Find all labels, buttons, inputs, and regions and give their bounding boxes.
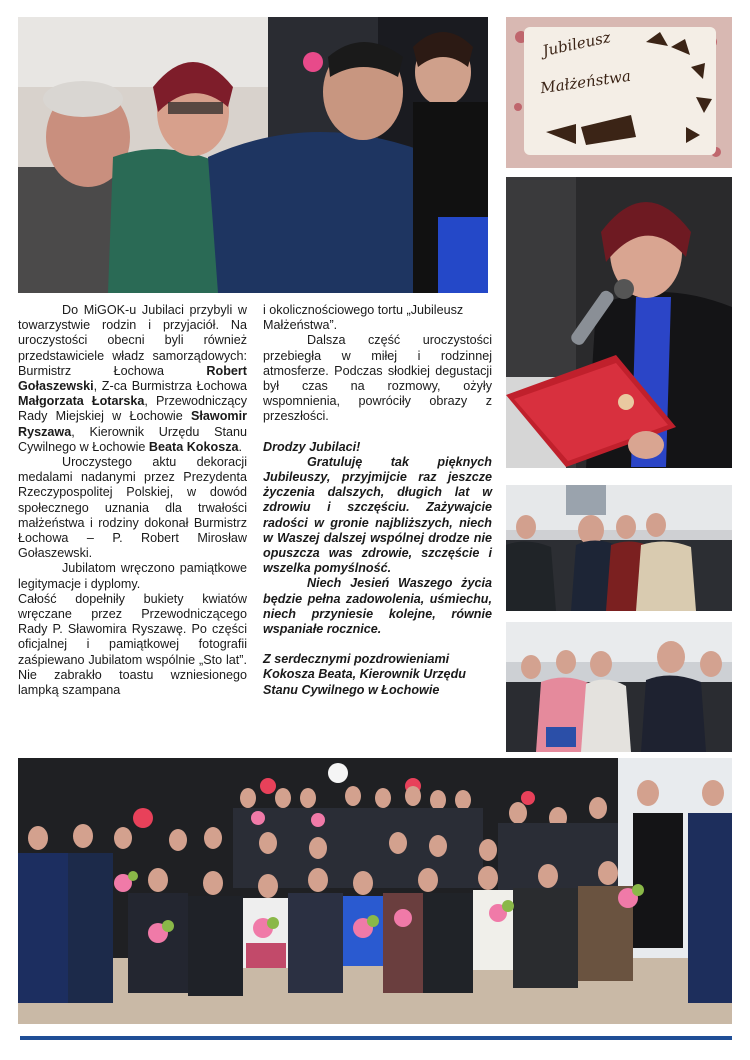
paragraph-guests-text: Do MiGOK-u Jubilaci przybyli w towarzystwie rodzin i przyjaciół. Na uroczystości obecni byli również przedstawiciele władz samorządowych: Burmistrz Łochowa bbox=[18, 303, 247, 378]
name-burmistrz: Robert Gołaszewski bbox=[18, 363, 247, 394]
photo-anniversary-cake bbox=[506, 17, 732, 168]
photo-seated-audience-2 bbox=[506, 622, 732, 752]
photo-seated-audience-1 bbox=[506, 485, 732, 611]
footer-accent-bar bbox=[20, 1036, 732, 1040]
paragraph-guests-end: . bbox=[238, 439, 242, 454]
paragraph-atmosphere: Dalsza część uroczystości przebiegła w miłej i rodzinnej atmosferze. Podczas słodkiej degustacji był czas na rozmowy, ożyły wspomnienia, powróciły obrazy z przeszłości. bbox=[263, 333, 492, 424]
cake-inscription-line1: Jubileusz bbox=[540, 28, 613, 60]
cake-inscription-line2: Małżeństwa bbox=[539, 66, 632, 98]
signature: Z serdecznymi pozdrowieniami Kokosza Beata, Kierownik Urzędu Stanu Cywilnego w Łochowie bbox=[263, 652, 466, 697]
paragraph-flowers: Całość dopełniły bukiety kwiatów wręczane przez Przewodniczącego Rady P. Sławomira Ryszawę. Po części oficjalnej i pamiątkowej fotografii zaśpiewano Jubilatom wspólnie „Sto lat”. Nie zabrakło toastu wzniesionego lampką szampana bbox=[18, 591, 247, 698]
paragraph-guests-text-2: , Z-ca Burmistrza Łochowa bbox=[93, 379, 247, 394]
article-left-column bbox=[18, 303, 247, 698]
name-kierownik-usc: Beata Kokosza bbox=[148, 439, 239, 454]
paragraph-guests bbox=[18, 303, 247, 455]
photo-group-jubilarians bbox=[18, 758, 732, 1024]
photo-speaker-with-microphone bbox=[506, 177, 732, 468]
name-zastepca: Małgorzata Łotarska bbox=[18, 394, 145, 409]
paragraph-diplomas: Jubilatom wręczono pamiątkowe legitymacje i dyplomy. bbox=[18, 561, 247, 591]
paragraph-cake: i okolicznościowego tortu „Jubileusz Małżeństwa”. bbox=[263, 303, 464, 333]
wishes-paragraph-2: Niech Jesień Waszego życia będzie pełna zadowolenia, uśmiechu, niech przyniesie kolejne, równie wspaniałe rocznice. bbox=[263, 576, 492, 637]
paragraph-decoration: Uroczystego aktu dekoracji medalami nadanymi przez Prezydenta Rzeczypospolitej Polskiej, w dowód społecznego uznania dla trwałości małżeństwa i rodziny dokonał Burmistrz Łochowa – P. Robert Mirosław Gołaszewski. bbox=[18, 455, 247, 561]
paragraph-guests-text-4: , Kierownik Urzędu Stanu Cywilnego w Łochowie bbox=[18, 424, 247, 454]
wishes-paragraph-1: Gratuluję tak pięknych Jubileuszy, przyjmijcie raz jeszcze życzenia dalszych, długich lat w zdrowiu i szczęściu. Zażywajcie radości w gronie najbliższych, niech w Waszej dalszej wspólnej drodze nie opuszcza was zdrowie, szczęście i wszelka pomyślność. bbox=[263, 454, 492, 576]
article-right-column bbox=[263, 303, 492, 698]
greeting-heading: Drodzy Jubilaci! bbox=[263, 439, 361, 454]
photo-medal-ceremony bbox=[18, 17, 488, 293]
paragraph-guests-text-3: , Przewodniczący Rady Miejskiej w Łochowie bbox=[18, 394, 247, 424]
name-przewodniczacy: Sławomir Ryszawa bbox=[18, 409, 247, 439]
